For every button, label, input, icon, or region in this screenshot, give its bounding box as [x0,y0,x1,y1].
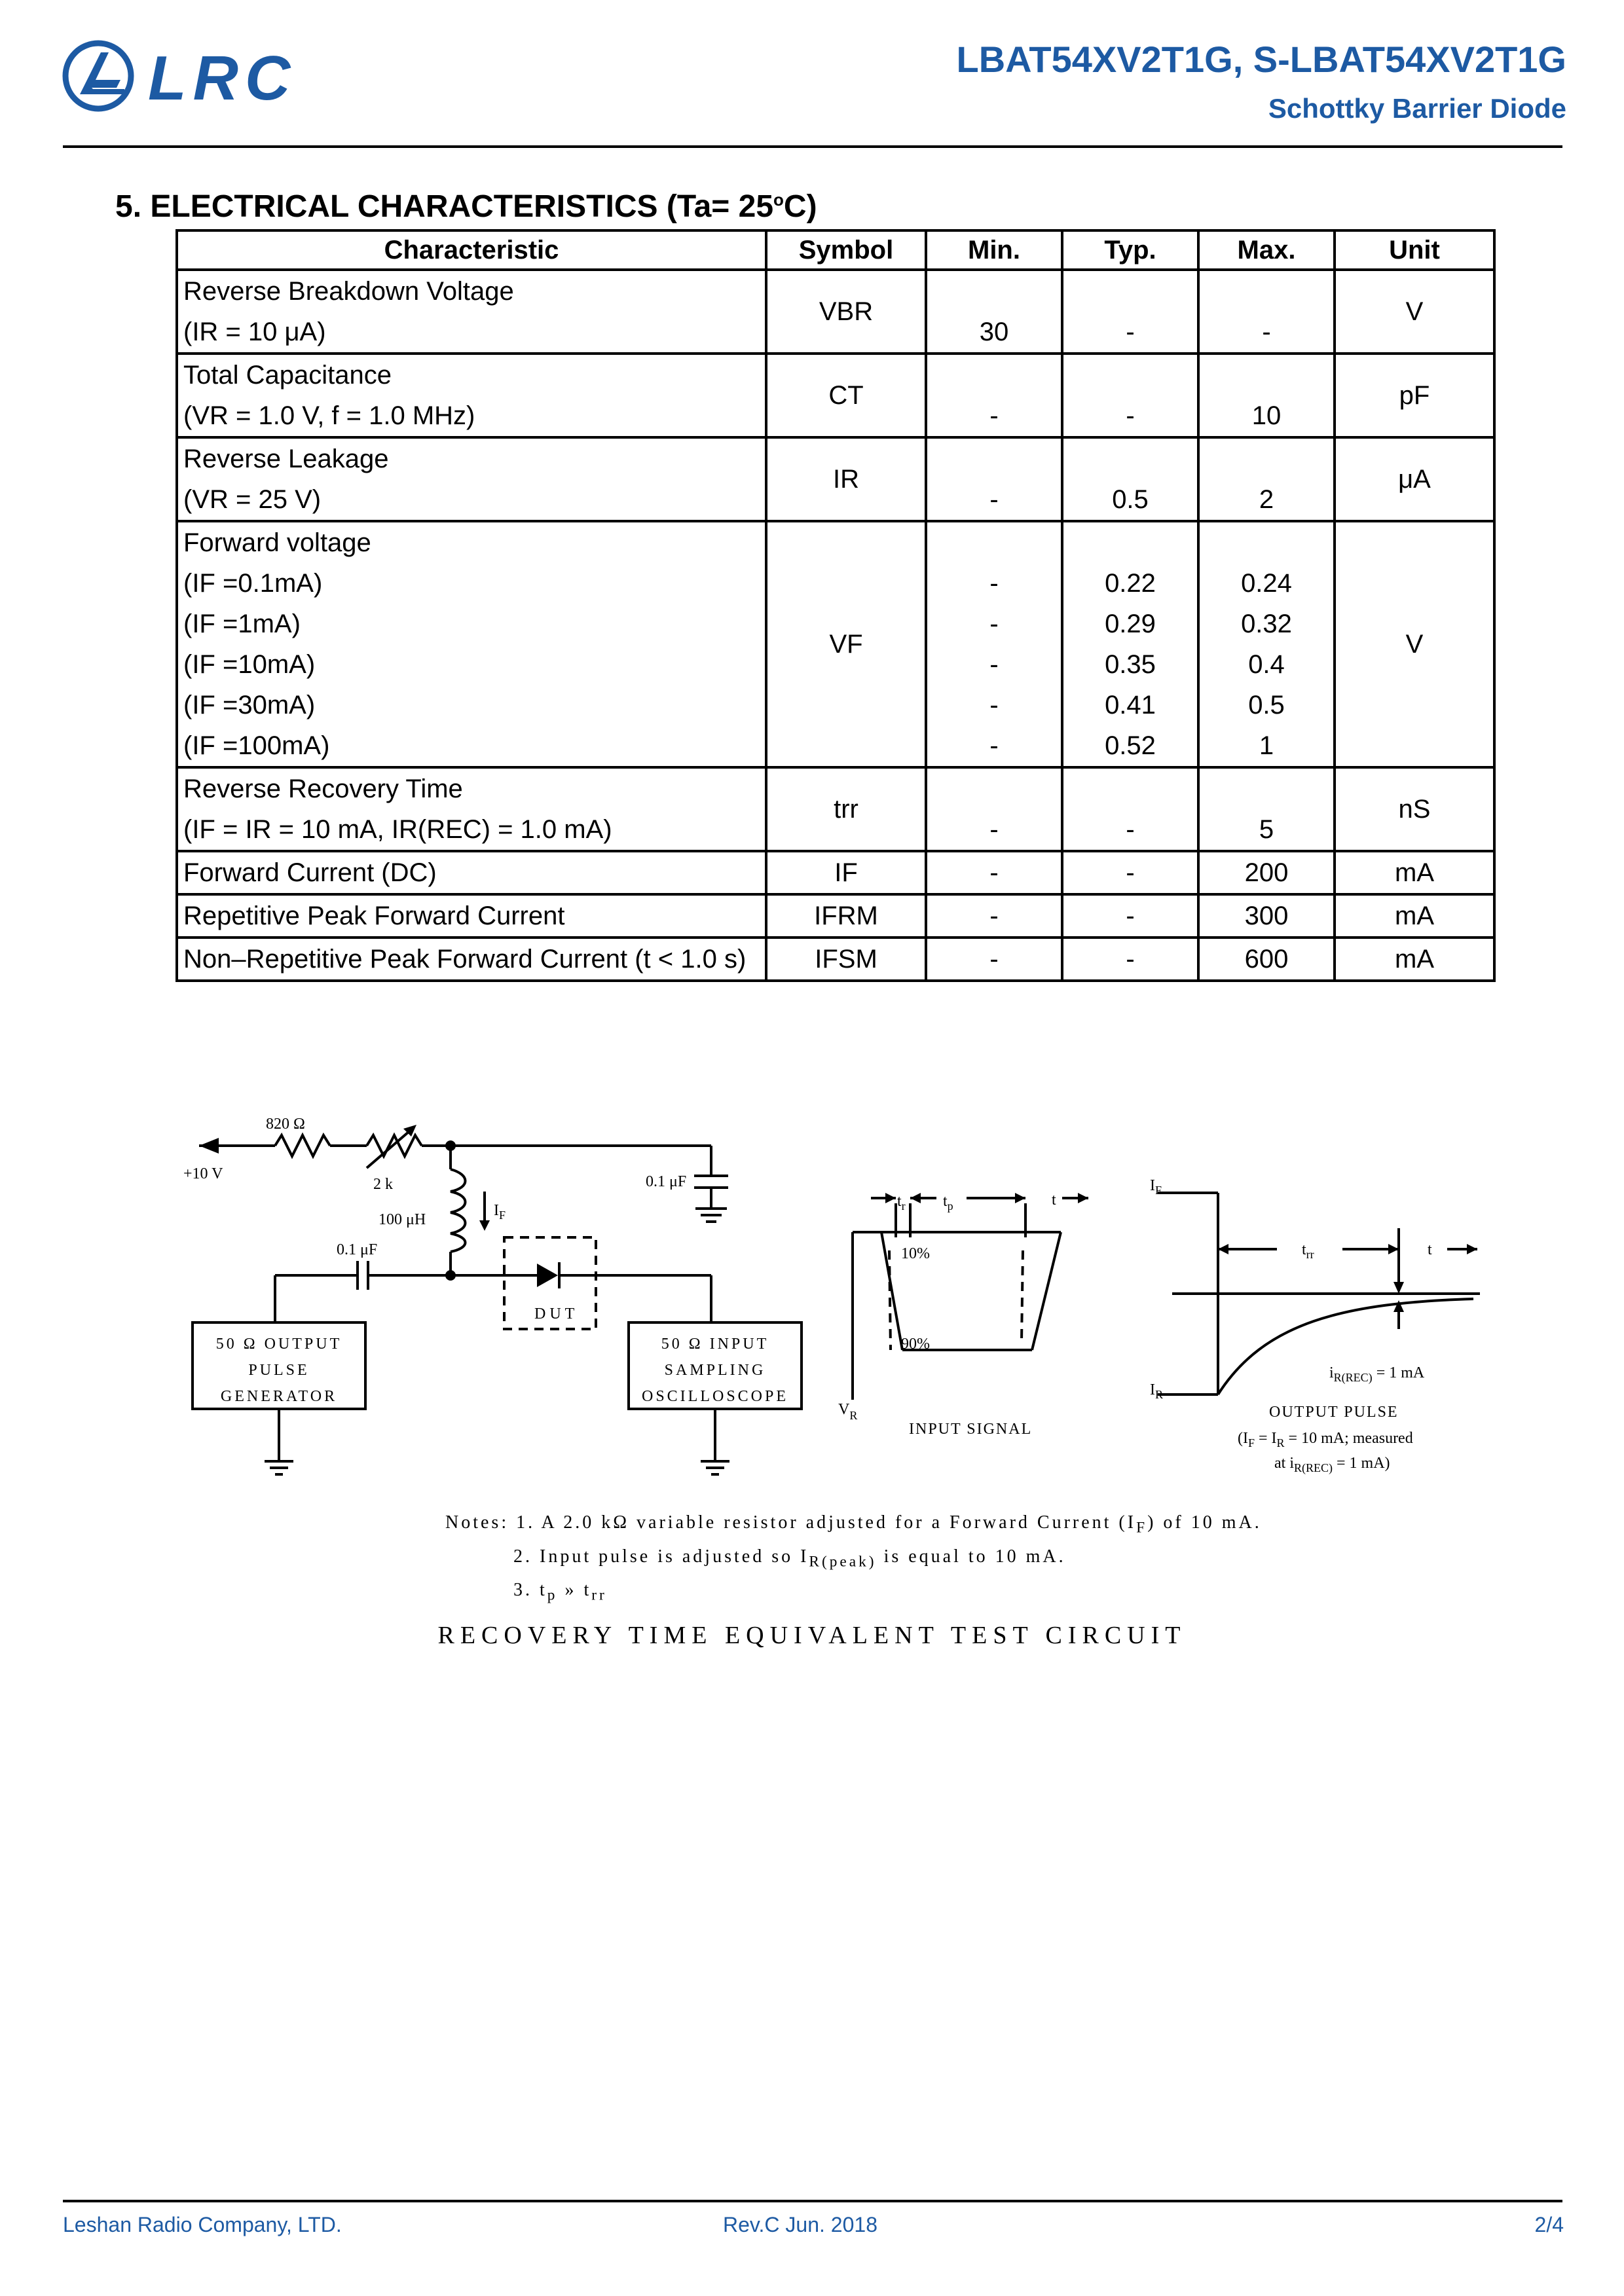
footer-company: Leshan Radio Company, LTD. [63,2213,342,2236]
generator-line-3: GENERATOR [220,1388,338,1405]
potentiometer-label: 2 k [373,1176,393,1193]
table-row [177,894,1494,938]
min-cell: 30 [926,270,1062,354]
output-forward-current-label: $I_F$ [1150,1177,1162,1197]
symbol-cell: IFRM [766,894,926,938]
characteristic-cell: Reverse Recovery Time (IF = IR = 10 mA, IR(REC) = 1.0 mA) [177,767,766,851]
unit-cell: μA [1335,437,1494,521]
typ-cell: - [1062,767,1198,851]
input-pulse-width-label: $t_p$ [943,1193,953,1212]
unit-cell: pF [1335,354,1494,437]
header-typ: Typ. [1062,230,1198,270]
typ-cell: - [1062,851,1198,894]
unit-cell: mA [1335,851,1494,894]
scope-line-2: SAMPLING [664,1362,766,1379]
unit-cell: mA [1335,938,1494,981]
electrical-characteristics-table [175,229,1496,982]
characteristic-cell: Reverse Leakage (VR = 25 V) [177,437,766,521]
min-cell: - [926,767,1062,851]
circuit-caption: RECOVERY TIME EQUIVALENT TEST CIRCUIT [437,1622,1187,1649]
resistor-820-label: 820 Ω [266,1116,305,1133]
typ-cell: - [1062,894,1198,938]
header-unit: Unit [1335,230,1494,270]
table-row [177,938,1494,981]
max-cell: 10 [1198,354,1335,437]
max-cell: 2 [1198,437,1335,521]
output-reverse-current-label: $I_R$ [1150,1381,1164,1401]
min-cell: - [926,354,1062,437]
min-cell: - [926,437,1062,521]
output-pulse-condition-1: ($I_F = I_R = 10$ mA; measured [1238,1430,1413,1449]
inductor-label: 100 μH [378,1211,426,1228]
document-title: LBAT54XV2T1G, S-LBAT54XV2T1G [956,39,1566,80]
symbol-cell: VBR [766,270,926,354]
characteristic-cell: Total Capacitance (VR = 1.0 V, f = 1.0 MHz) [177,354,766,437]
table-row [177,437,1494,521]
table-row [177,354,1494,437]
footer-divider [63,2200,1562,2202]
table-row [177,851,1494,894]
characteristic-cell: Reverse Breakdown Voltage (IR = 10 μA) [177,270,766,354]
min-cell: - [926,851,1062,894]
note-3: 3. $t_p$ » $t_{rr}$ [513,1580,607,1604]
unit-cell: nS [1335,767,1494,851]
table-row [177,270,1494,354]
output-pulse-caption: OUTPUT PULSE [1269,1404,1399,1421]
header-min: Min. [926,230,1062,270]
unit-cell: mA [1335,894,1494,938]
left-capacitor-label: 0.1 μF [337,1241,378,1258]
typ-cell: 0.5 [1062,437,1198,521]
header-characteristic: Characteristic [177,230,766,270]
max-cell: 200 [1198,851,1335,894]
characteristic-cell: Non–Repetitive Peak Forward Current (t < 1.0 s) [177,938,766,981]
symbol-cell: trr [766,767,926,851]
note-1: Notes: 1. A 2.0 kΩ variable resistor adjusted for a Forward Current $(I_F)$ of 10 mA. [445,1512,1262,1537]
min-cell: - [926,894,1062,938]
top-capacitor-label: 0.1 μF [646,1173,687,1190]
output-time-label: t [1428,1241,1432,1258]
recovery-current-label: $i_{R(REC)} = 1$ mA [1329,1364,1425,1384]
scope-line-1: 50 Ω INPUT [661,1336,769,1353]
generator-line-1: 50 Ω OUTPUT [215,1336,342,1353]
input-reverse-voltage-label: $V_R$ [838,1401,858,1422]
table-row [177,521,1494,767]
symbol-cell: IFSM [766,938,926,981]
typ-cell: - [1062,270,1198,354]
characteristic-cell: Forward voltage (IF =0.1mA) (IF =1mA) (IF =10mA) (IF =30mA) (IF =100mA) [177,521,766,767]
max-cell: 5 [1198,767,1335,851]
ninety-percent-label: 90% [901,1336,930,1353]
input-time-label: t [1052,1192,1056,1209]
section-heading: 5. ELECTRICAL CHARACTERISTICS $(Ta= 25^oC)$ [115,189,817,224]
unit-cell: V [1335,521,1494,767]
logo-text: LRC [148,43,297,113]
characteristic-cell: Repetitive Peak Forward Current [177,894,766,938]
input-signal-caption: INPUT SIGNAL [909,1421,1033,1438]
symbol-cell: VF [766,521,926,767]
max-cell: 300 [1198,894,1335,938]
scope-line-3: OSCILLOSCOPE [641,1388,789,1405]
symbol-cell: IF [766,851,926,894]
header-max: Max. [1198,230,1335,270]
ten-percent-label: 10% [901,1245,930,1262]
typ-cell: 0.22 0.29 0.35 0.41 0.52 [1062,521,1198,767]
output-recovery-time-label: $t_{rr}$ [1302,1241,1314,1261]
footer-page-number: 2/4 [1534,2213,1564,2236]
typ-cell: - [1062,938,1198,981]
typ-cell: - [1062,354,1198,437]
dut-label: DUT [534,1305,579,1322]
document-subtitle: Schottky Barrier Diode [1268,93,1566,124]
header-symbol: Symbol [766,230,926,270]
unit-cell: V [1335,270,1494,354]
forward-current-label: $I_F$ [494,1202,506,1222]
note-2: 2. Input pulse is adjusted so $I_{R(peak)}$ is equal to 10 mA. [513,1546,1066,1571]
table-row [177,767,1494,851]
input-rise-time-label: $t_r$ [897,1193,906,1212]
max-cell: - [1198,270,1335,354]
symbol-cell: CT [766,354,926,437]
symbol-cell: IR [766,437,926,521]
supply-label: +10 V [183,1165,223,1182]
generator-line-2: PULSE [248,1362,310,1379]
output-pulse-condition-2: at $i_{R(REC)} = 1$ mA) [1274,1455,1390,1474]
min-cell: - - - - - [926,521,1062,767]
lrc-logo [60,37,322,115]
max-cell: 600 [1198,938,1335,981]
recovery-time-test-circuit [177,1106,1486,1499]
header-divider [63,145,1562,148]
circuit-notes [445,1508,1262,1610]
min-cell: - [926,938,1062,981]
characteristic-cell: Forward Current (DC) [177,851,766,894]
table-header-row [177,230,1494,270]
max-cell: 0.24 0.32 0.4 0.5 1 [1198,521,1335,767]
footer-revision: Rev.C Jun. 2018 [723,2213,877,2236]
